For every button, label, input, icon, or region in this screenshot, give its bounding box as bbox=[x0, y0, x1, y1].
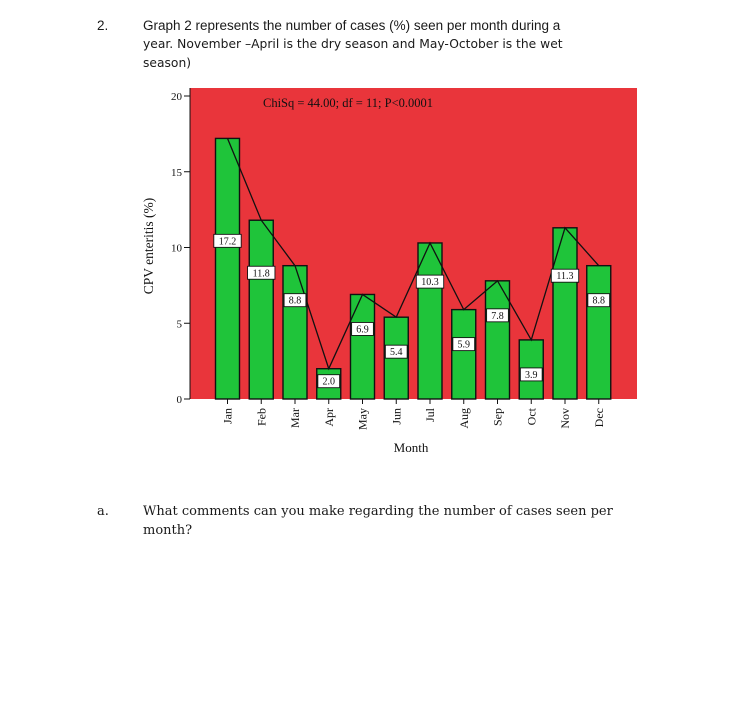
bar-mar bbox=[283, 266, 307, 399]
x-tick-label-sep: Sep bbox=[490, 408, 505, 426]
y-tick-label: 10 bbox=[171, 242, 182, 255]
y-axis bbox=[171, 88, 190, 406]
bar-may bbox=[351, 294, 375, 399]
y-axis-title: CPV enteritis (%) bbox=[141, 197, 156, 295]
y-tick-label: 5 bbox=[176, 318, 182, 331]
bar-aug bbox=[452, 310, 476, 399]
question-line-3: season) bbox=[143, 56, 192, 70]
bar-jan bbox=[216, 138, 240, 399]
bar-jul bbox=[418, 243, 442, 399]
cpv-monthly-bar-chart bbox=[133, 86, 643, 466]
x-tick-label-mar: Mar bbox=[288, 408, 302, 428]
question-text bbox=[143, 16, 643, 73]
data-label-nov: 11.3 bbox=[556, 271, 574, 283]
subquestion-line-2: month? bbox=[143, 523, 193, 538]
data-label-jul: 10.3 bbox=[421, 277, 439, 289]
y-tick-label: 0 bbox=[176, 394, 182, 406]
x-tick-label-aug: Aug bbox=[456, 408, 471, 429]
bar-dec bbox=[587, 266, 611, 399]
data-label-sep: 7.8 bbox=[491, 310, 504, 322]
x-tick-labels-group bbox=[221, 407, 606, 430]
chart-annotation: ChiSq = 44.00; df = 11; P<0.0001 bbox=[262, 96, 434, 110]
x-axis-title: Month bbox=[393, 440, 429, 455]
x-tick-label-dec: Dec bbox=[591, 408, 606, 428]
x-tick-label-oct: Oct bbox=[524, 408, 539, 426]
data-label-may: 6.9 bbox=[356, 324, 369, 336]
data-label-apr: 2.0 bbox=[322, 376, 335, 388]
x-tick-label-apr: Apr bbox=[321, 408, 336, 427]
x-tick-label-nov: Nov bbox=[558, 408, 572, 429]
question-number: 2. bbox=[97, 18, 109, 33]
x-tick-label-jan: Jan bbox=[220, 408, 235, 424]
data-label-feb: 11.8 bbox=[252, 268, 270, 280]
subquestion-text bbox=[143, 502, 623, 540]
x-tick-label-jul: Jul bbox=[423, 408, 437, 423]
data-label-oct: 3.9 bbox=[525, 369, 538, 381]
data-label-dec: 8.8 bbox=[592, 295, 605, 307]
data-label-jun: 5.4 bbox=[390, 347, 403, 359]
x-tick-label-jun: Jun bbox=[389, 408, 404, 425]
data-label-jan: 17.2 bbox=[218, 236, 237, 248]
x-tick-label-may: May bbox=[355, 408, 370, 430]
data-label-aug: 5.9 bbox=[457, 339, 470, 351]
question-line-1: Graph 2 represents the number of cases (%) seen per month during a bbox=[143, 18, 561, 33]
subquestion-line-1: What comments can you make regarding the number of cases seen per bbox=[143, 504, 613, 519]
bar-sep bbox=[486, 281, 510, 399]
bar-feb bbox=[249, 220, 273, 399]
y-tick-label: 20 bbox=[171, 91, 182, 103]
subquestion-label: a. bbox=[97, 504, 109, 519]
data-label-mar: 8.8 bbox=[288, 295, 302, 307]
question-line-2: year. November –April is the dry season and May-October is the wet bbox=[143, 37, 563, 51]
x-tick-label-feb: Feb bbox=[254, 408, 269, 426]
y-tick-label: 15 bbox=[171, 166, 182, 179]
